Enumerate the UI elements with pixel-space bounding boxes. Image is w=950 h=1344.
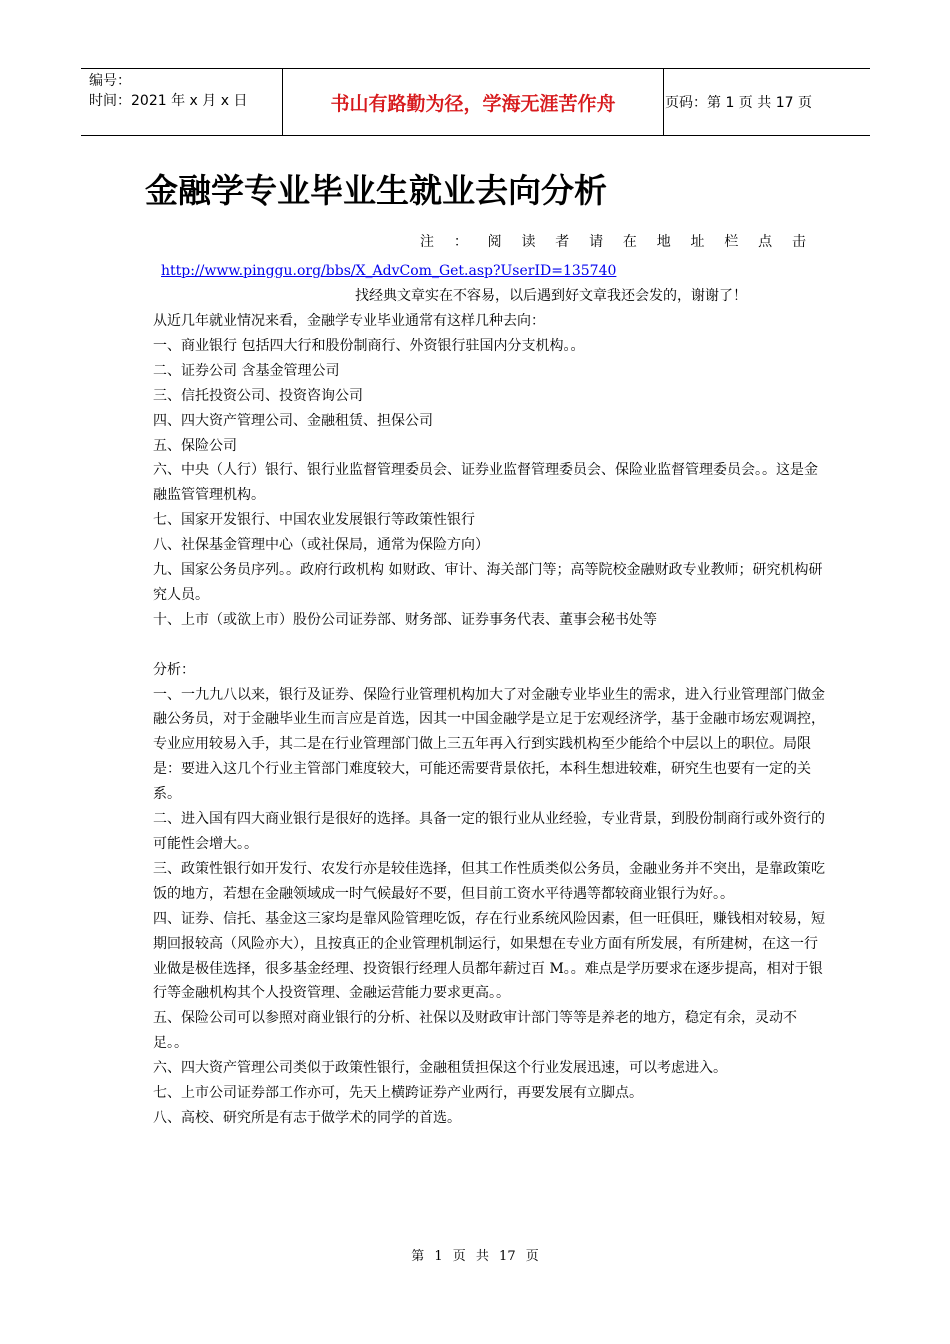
body-paragraph: 六、四大资产管理公司类似于政策性银行，金融租赁担保这个行业发展迅速，可以考虑进入。 (153, 1060, 727, 1077)
page-footer: 第 1 页 共 17 页 (411, 1249, 539, 1264)
reader-note (420, 232, 806, 252)
body-paragraph: 八、社保基金管理中心（或社保局，通常为保险方向） (153, 537, 489, 554)
document-title: 金融学专业毕业生就业去向分析 (145, 171, 607, 210)
body-paragraph: 一、商业银行 包括四大行和股份制商行、外资银行驻国内分支机构。。 (153, 337, 585, 354)
body-paragraph: 二、进入国有四大商业银行是很好的选择。具备一定的银行业从业经验，专业背景，到股份制商行或外资行的可能性会增大。。 (153, 811, 825, 853)
body-paragraph: 三、政策性银行如开发行、农发行亦是较佳选择，但其工作性质类似公务员，金融业务并不突出，是靠政策吃饭的地方，若想在金融领域成一时气候最好不要，但目前工资水平待遇等都较商业银行为好。。 (153, 860, 825, 902)
note-char: 点 (758, 234, 773, 250)
body-paragraph: 二、证券公司 含基金管理公司 (153, 362, 340, 379)
blank-line (153, 633, 825, 658)
body-paragraph: 七、上市公司证券部工作亦可，先天上横跨证券产业两行，再要发展有立脚点。 (153, 1085, 643, 1102)
body-paragraph: 十、上市（或欲上市）股份公司证券部、财务部、证券事务代表、董事会秘书处等 (153, 611, 657, 628)
note-char: 注 (420, 234, 434, 250)
body-paragraph: 七、国家开发银行、中国农业发展银行等政策性银行 (153, 512, 475, 529)
note-char: 栏 (724, 234, 739, 250)
body-paragraph: 五、保险公司可以参照对商业银行的分析、社保以及财政审计部门等等是养老的地方，稳定有余，灵动不足。。 (153, 1010, 797, 1052)
note-char: 在 (622, 234, 637, 250)
thanks-line: 找经典文章实在不容易，以后遇到好文章我还会发的，谢谢了！ (355, 288, 747, 304)
source-link[interactable]: http://www.pinggu.org/bbs/X_AdvCom_Get.asp?UserID=135740 (161, 263, 617, 279)
body-paragraph: 六、中央（人行）银行、银行业监督管理委员会、证券业监督管理委员会、保险业监督管理委员会。。这是金融监管管理机构。 (153, 462, 818, 504)
body-paragraph: 四、证券、信托、基金这三家均是靠风险管理吃饭，存在行业系统风险因素，但一旺俱旺，赚钱相对较易，短期回报较高（风险亦大），且按真正的企业管理机制运行，如果想在专业方面有所发展，有所建树，在这一行业做是极佳选择，很多基金经理、投资银行经理人员都年薪过百 M。。难点是学历要求在逐步提高，相对于银行等金融机构其个人投资管理、金融运营能力要求更高。。 (153, 910, 825, 1002)
note-char: 址 (690, 234, 705, 250)
header-meta (89, 71, 279, 111)
header-motto: 书山有路勤为径，学海无涯苦作舟 (282, 69, 664, 135)
page-header (81, 68, 870, 136)
note-char: 击 (791, 234, 806, 250)
number-label: 编号： (89, 73, 131, 89)
body-paragraph: 一、一九九八以来，银行及证券、保险行业管理机构加大了对金融专业毕业生的需求，进入行业管理部门做金融公务员，对于金融毕业生而言应是首选，因其一中国金融学是立足于宏观经济学，基于金融市场宏观调控，专业应用较易入手，其二是在行业管理部门做上三五年再入行到实践机构至少能给个中层以上的职位。局限是：要进入这几个行业主管部门难度较大，可能还需要背景依托，本科生想进较难，研究生也要有一定的关系。 (153, 686, 825, 803)
body-paragraph: 从近几年就业情况来看，金融学专业毕业通常有这样几种去向： (153, 313, 545, 329)
header-page-info: 页码：第 1 页 共 17 页 (665, 95, 812, 111)
note-char: 阅 (487, 234, 502, 250)
note-char: 者 (555, 234, 570, 250)
body-paragraph: 三、信托投资公司、投资咨询公司 (153, 387, 363, 404)
note-char: 读 (521, 234, 536, 250)
body-paragraph: 五、保险公司 (153, 437, 237, 454)
body-paragraph: 九、国家公务员序列。。政府行政机构 如财政、审计、海关部门等；高等院校金融财政专业教师；研究机构研究人员。 (153, 562, 823, 603)
note-char: 请 (589, 234, 604, 250)
note-char: 地 (656, 234, 671, 250)
time-label: 时间：2021 年 x 月 x 日 (89, 93, 248, 109)
document-body (153, 309, 825, 1131)
body-paragraph: 八、高校、研究所是有志于做学术的同学的首选。 (153, 1109, 461, 1126)
note-char: ： (453, 234, 468, 250)
body-paragraph: 分析： (153, 661, 195, 678)
body-paragraph: 四、四大资产管理公司、金融租赁、担保公司 (153, 412, 433, 429)
